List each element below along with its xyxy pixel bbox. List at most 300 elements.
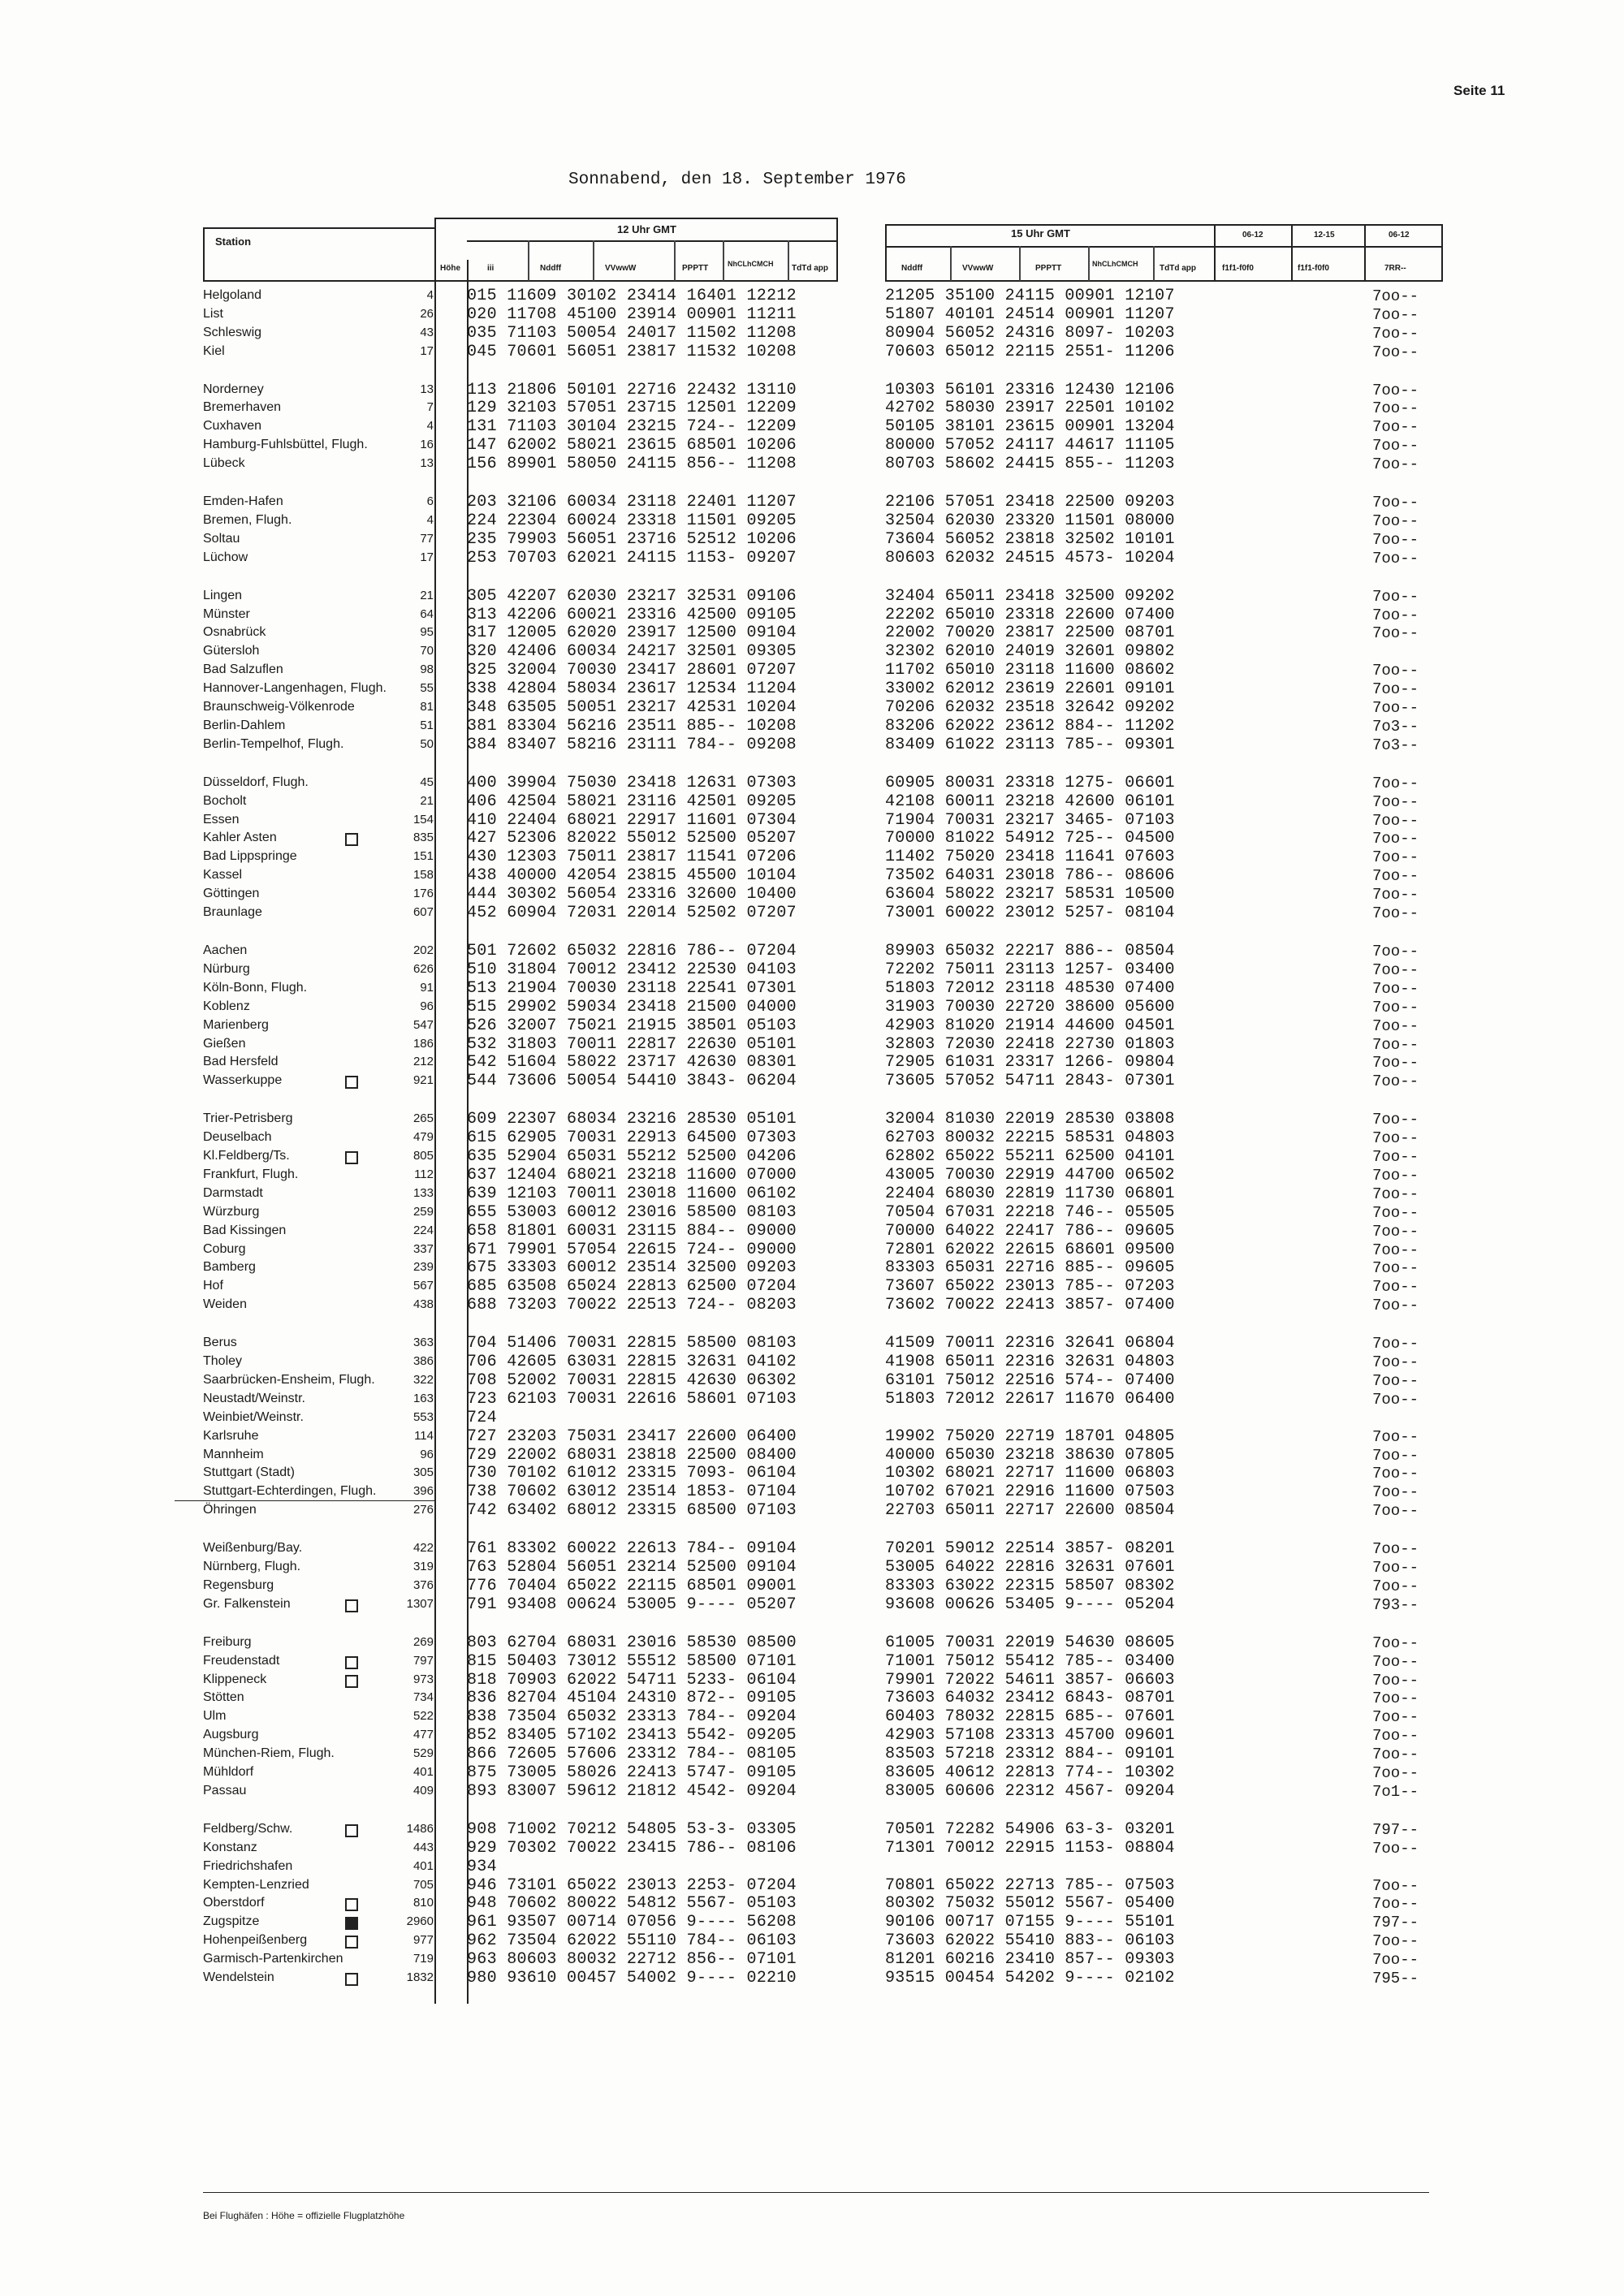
obs-12-values: 113 21806 50101 22716 22432 13110 xyxy=(467,381,797,399)
table-row xyxy=(203,849,1421,867)
obs-15-values: 10302 68021 22717 11600 06803 xyxy=(885,1464,1175,1482)
precip-value: 7oo-- xyxy=(1372,1764,1419,1782)
station-name: Soltau xyxy=(203,532,240,546)
precip-value: 7oo-- xyxy=(1372,1877,1419,1895)
station-elevation: 114 xyxy=(414,1429,434,1443)
obs-12-values: 224 22304 60024 23318 11501 09205 xyxy=(467,511,797,530)
obs-12-values: 675 33303 60012 23514 32500 09203 xyxy=(467,1258,797,1277)
precip-value: 7oo-- xyxy=(1372,699,1419,717)
obs-15-values: 70201 59012 22514 3857- 08201 xyxy=(885,1539,1175,1558)
station-elevation: 422 xyxy=(412,1541,434,1555)
precip-value: 7oo-- xyxy=(1372,1895,1419,1913)
table-row xyxy=(203,607,1421,625)
table-row xyxy=(203,1560,1421,1577)
obs-12-values: 501 72602 65032 22816 786-- 07204 xyxy=(467,942,797,960)
obs-12-values: 791 93408 00624 53005 9---- 05207 xyxy=(467,1595,797,1614)
precip-value: 7oo-- xyxy=(1372,418,1419,436)
obs-12-values: 729 22002 68031 23818 22500 08400 xyxy=(467,1446,797,1465)
obs-15-values: 73602 70022 22413 3857- 07400 xyxy=(885,1296,1175,1314)
obs-15-values: 80603 62032 24515 4573- 10204 xyxy=(885,549,1175,568)
station-elevation: 805 xyxy=(412,1149,434,1163)
table-row xyxy=(203,1970,1421,1988)
station-elevation: 401 xyxy=(412,1859,434,1873)
table-row xyxy=(203,644,1421,662)
footnote: Bei Flughäfen : Höhe = offizielle Flugplatzhöhe xyxy=(203,2210,405,2221)
obs-12-values: 452 60904 72031 22014 52502 07207 xyxy=(467,904,797,922)
open-square-icon xyxy=(345,1656,358,1669)
obs-12-values: 542 51604 58022 23717 42630 08301 xyxy=(467,1053,797,1072)
precip-value: 7oo-- xyxy=(1372,1167,1419,1185)
header-12-col2: VVwwW xyxy=(605,264,637,273)
station-name: List xyxy=(203,307,223,321)
obs-12-values: 836 82704 45104 24310 872-- 09105 xyxy=(467,1689,797,1707)
station-elevation: 212 xyxy=(412,1055,434,1068)
station-name: Bad Kissingen xyxy=(203,1224,287,1237)
station-name: Passau xyxy=(203,1784,247,1798)
precip-value: 7oo-- xyxy=(1372,886,1419,904)
obs-12-values: 515 29902 59034 23418 21500 04000 xyxy=(467,998,797,1016)
obs-12-values: 838 73504 65032 23313 784-- 09204 xyxy=(467,1707,797,1726)
table-row xyxy=(203,625,1421,643)
table-row xyxy=(203,1242,1421,1260)
filled-square-icon xyxy=(345,1917,358,1930)
station-name: Wendelstein xyxy=(203,1970,274,1984)
obs-15-values: 63101 75012 22516 574-- 07400 xyxy=(885,1371,1175,1390)
obs-15-values: 42903 81020 21914 44600 04501 xyxy=(885,1016,1175,1035)
header-12-title: 12 Uhr GMT xyxy=(617,223,676,235)
station-name: Weinbiet/Weinstr. xyxy=(203,1410,304,1424)
station-name: Hamburg-Fuhlsbüttel, Flugh. xyxy=(203,438,368,451)
station-elevation: 55 xyxy=(420,681,434,695)
station-name: Neustadt/Weinstr. xyxy=(203,1392,305,1405)
obs-12-values: 803 62704 68031 23016 58530 08500 xyxy=(467,1634,797,1652)
station-elevation: 835 xyxy=(412,831,434,844)
station-name: Schleswig xyxy=(203,326,262,339)
precip-value: 7oo-- xyxy=(1372,531,1419,549)
station-elevation: 91 xyxy=(420,981,434,995)
obs-15-values: 81201 60216 23410 857-- 09303 xyxy=(885,1950,1175,1969)
table-row xyxy=(203,1429,1421,1447)
obs-15-values: 10702 67021 22916 11600 07503 xyxy=(885,1482,1175,1501)
table-row xyxy=(203,456,1421,474)
obs-12-values: 338 42804 58034 23617 12534 11204 xyxy=(467,680,797,698)
precip-value: 7oo-- xyxy=(1372,1278,1419,1296)
station-name: Stuttgart (Stadt) xyxy=(203,1465,295,1479)
obs-15-values: 70603 65012 22115 2551- 11206 xyxy=(885,343,1175,361)
table-row xyxy=(203,1410,1421,1428)
station-elevation: 43 xyxy=(420,326,434,339)
obs-12-values: 908 71002 70212 54805 53-3- 03305 xyxy=(467,1820,797,1839)
obs-15-values: 42108 60011 23218 42600 06101 xyxy=(885,792,1175,811)
obs-15-values: 83409 61022 23113 785-- 09301 xyxy=(885,736,1175,754)
station-elevation: 98 xyxy=(420,662,434,676)
precip-value: 7oo-- xyxy=(1372,437,1419,455)
station-elevation: 322 xyxy=(412,1373,434,1387)
precip-value: 7oo-- xyxy=(1372,1951,1419,1969)
header-ext-bottom-3: 7RR-- xyxy=(1384,264,1406,273)
obs-12-values: 235 79903 56051 23716 52512 10206 xyxy=(467,530,797,549)
open-square-icon xyxy=(345,833,358,846)
station-name: Trier-Petrisberg xyxy=(203,1111,293,1125)
obs-15-values: 83303 63022 22315 58507 08302 xyxy=(885,1577,1175,1595)
station-name: Marienberg xyxy=(203,1018,269,1032)
obs-15-values: 60403 78032 22815 685-- 07601 xyxy=(885,1707,1175,1726)
obs-15-values: 32404 65011 23418 32500 09202 xyxy=(885,587,1175,606)
obs-15-values: 51807 40101 24514 00901 11207 xyxy=(885,305,1175,324)
precip-value: 7oo-- xyxy=(1372,1259,1419,1277)
station-name: Regensburg xyxy=(203,1578,274,1592)
table-row xyxy=(203,775,1421,793)
station-elevation: 363 xyxy=(412,1336,434,1349)
station-elevation: 21 xyxy=(420,794,434,808)
precip-value: 7oo-- xyxy=(1372,961,1419,979)
table-row xyxy=(203,419,1421,437)
obs-12-values: 685 63508 65024 22813 62500 07204 xyxy=(467,1277,797,1296)
obs-12-values: 510 31804 70012 23412 22530 04103 xyxy=(467,960,797,979)
table-row xyxy=(203,288,1421,306)
station-elevation: 705 xyxy=(412,1878,434,1892)
table-row xyxy=(203,831,1421,848)
precip-value: 7oo-- xyxy=(1372,1447,1419,1465)
table-row xyxy=(203,1130,1421,1148)
station-elevation: 269 xyxy=(412,1635,434,1649)
table-row xyxy=(203,1205,1421,1223)
obs-15-values: 33002 62012 23619 22601 09101 xyxy=(885,680,1175,698)
precip-value: 7oo-- xyxy=(1372,343,1419,361)
obs-15-values: 70206 62032 23518 32642 09202 xyxy=(885,698,1175,717)
table-row xyxy=(203,1859,1421,1877)
obs-12-values: 147 62002 58021 23615 68501 10206 xyxy=(467,436,797,455)
station-name: Lübeck xyxy=(203,456,245,470)
station-elevation: 977 xyxy=(412,1933,434,1947)
obs-15-values: 83605 40612 22813 774-- 10302 xyxy=(885,1763,1175,1782)
header-ext-bottom-2: f1f1-f0f0 xyxy=(1298,264,1329,273)
station-elevation: 13 xyxy=(420,382,434,396)
table-row xyxy=(203,1149,1421,1167)
obs-15-values: 80302 75032 55012 5567- 05400 xyxy=(885,1894,1175,1913)
table-row xyxy=(203,307,1421,325)
obs-12-values: 934 xyxy=(467,1858,497,1876)
precip-value: 7oo-- xyxy=(1372,867,1419,885)
date-line: Sonnabend, den 18. September 1976 xyxy=(568,170,906,189)
station-elevation: 17 xyxy=(420,550,434,564)
table-row xyxy=(203,700,1421,718)
obs-12-values: 948 70602 80022 54812 5567- 05103 xyxy=(467,1894,797,1913)
station-name: Augsburg xyxy=(203,1728,259,1741)
precip-value: 7oo-- xyxy=(1372,1391,1419,1409)
obs-12-values: 513 21904 70030 23118 22541 07301 xyxy=(467,979,797,998)
obs-15-values: 51803 72012 22617 11670 06400 xyxy=(885,1390,1175,1409)
precip-value: 7oo-- xyxy=(1372,1353,1419,1371)
station-elevation: 1307 xyxy=(406,1597,434,1611)
station-elevation: 276 xyxy=(412,1503,434,1517)
obs-15-values: 63604 58022 23217 58531 10500 xyxy=(885,885,1175,904)
station-elevation: 17 xyxy=(420,344,434,358)
obs-15-values: 93515 00454 54202 9---- 02102 xyxy=(885,1969,1175,1987)
station-elevation: 438 xyxy=(412,1297,434,1311)
obs-12-values: 348 63505 50051 23217 42531 10204 xyxy=(467,698,797,717)
station-name: Berlin-Dahlem xyxy=(203,719,286,732)
table-row xyxy=(203,1373,1421,1391)
station-name: Köln-Bonn, Flugh. xyxy=(203,981,308,995)
station-elevation: 154 xyxy=(412,813,434,826)
station-name: Lingen xyxy=(203,589,243,602)
table-row xyxy=(203,1392,1421,1409)
obs-12-values: 129 32103 57051 23715 12501 12209 xyxy=(467,399,797,417)
precip-value: 7oo-- xyxy=(1372,1185,1419,1203)
precip-value: 7oo-- xyxy=(1372,848,1419,866)
station-name: Osnabrück xyxy=(203,625,266,639)
station-name: Zugspitze xyxy=(203,1914,260,1928)
obs-12-values: 253 70703 62021 24115 1153- 09207 xyxy=(467,549,797,568)
station-elevation: 4 xyxy=(426,288,434,302)
obs-12-values: 738 70602 63012 23514 1853- 07104 xyxy=(467,1482,797,1501)
station-elevation: 96 xyxy=(420,1448,434,1461)
station-name: Coburg xyxy=(203,1242,246,1256)
station-name: Aachen xyxy=(203,943,248,957)
precip-value: 7oo-- xyxy=(1372,1129,1419,1147)
table-row xyxy=(203,532,1421,550)
station-elevation: 64 xyxy=(420,607,434,621)
table-row xyxy=(203,1765,1421,1783)
precip-value: 7oo-- xyxy=(1372,1054,1419,1072)
station-name: Freudenstadt xyxy=(203,1654,280,1668)
precip-value: 7o1-- xyxy=(1372,1783,1419,1801)
obs-15-values: 19902 75020 22719 18701 04805 xyxy=(885,1427,1175,1446)
header-15-col5: TdTd app xyxy=(1160,264,1196,273)
station-name: Bamberg xyxy=(203,1260,256,1274)
table-row xyxy=(203,1672,1421,1690)
station-elevation: 1486 xyxy=(406,1822,434,1836)
station-name: Stuttgart-Echterdingen, Flugh. xyxy=(203,1484,377,1498)
obs-15-values: 71001 75012 55412 785-- 03400 xyxy=(885,1652,1175,1671)
table-row xyxy=(203,1186,1421,1204)
table-row xyxy=(203,326,1421,343)
obs-15-values: 83005 60606 22312 4567- 09204 xyxy=(885,1782,1175,1801)
station-elevation: 7 xyxy=(426,400,434,414)
station-elevation: 719 xyxy=(412,1952,434,1966)
obs-12-values: 776 70404 65022 22115 68501 09001 xyxy=(467,1577,797,1595)
header-15-col4: NhCLhCMCH xyxy=(1092,260,1138,268)
obs-15-values: 22106 57051 23418 22500 09203 xyxy=(885,493,1175,511)
precip-value: 7oo-- xyxy=(1372,382,1419,399)
obs-15-values: 11402 75020 23418 11641 07603 xyxy=(885,848,1175,866)
station-elevation: 151 xyxy=(412,849,434,863)
table-row xyxy=(203,1465,1421,1483)
station-name: München-Riem, Flugh. xyxy=(203,1746,335,1760)
station-name: Deuselbach xyxy=(203,1130,272,1144)
station-elevation: 45 xyxy=(420,775,434,789)
obs-15-values: 80000 57052 24117 44617 11105 xyxy=(885,436,1175,455)
precip-value: 7oo-- xyxy=(1372,943,1419,960)
station-elevation: 6 xyxy=(426,494,434,508)
station-name: Bad Salzuflen xyxy=(203,662,283,676)
open-square-icon xyxy=(345,1599,358,1612)
table-row xyxy=(203,589,1421,606)
precip-value: 7oo-- xyxy=(1372,1148,1419,1166)
header-station: Station xyxy=(215,235,252,248)
obs-15-values: 90106 00717 07155 9---- 55101 xyxy=(885,1913,1175,1931)
obs-12-values: 313 42206 60021 23316 42500 09105 xyxy=(467,606,797,624)
precip-value: 7oo-- xyxy=(1372,1502,1419,1520)
obs-15-values: 73603 64032 23412 6843- 08701 xyxy=(885,1689,1175,1707)
obs-15-values: 51803 72012 23118 48530 07400 xyxy=(885,979,1175,998)
obs-15-values: 22202 65010 23318 22600 07400 xyxy=(885,606,1175,624)
table-row xyxy=(203,1690,1421,1708)
station-name: Wasserkuppe xyxy=(203,1073,283,1087)
station-name: Bremerhaven xyxy=(203,400,282,414)
precip-value: 7oo-- xyxy=(1372,1428,1419,1446)
station-name: Helgoland xyxy=(203,288,262,302)
precip-value: 7oo-- xyxy=(1372,793,1419,811)
open-square-icon xyxy=(345,1675,358,1688)
header-ext-top-2: 12-15 xyxy=(1314,231,1335,240)
station-elevation: 4 xyxy=(426,419,434,433)
table-row xyxy=(203,1952,1421,1970)
obs-15-values: 31903 70030 22720 38600 05600 xyxy=(885,998,1175,1016)
obs-12-values: 609 22307 68034 23216 28530 05101 xyxy=(467,1110,797,1129)
table-row xyxy=(203,1541,1421,1559)
station-name: Düsseldorf, Flugh. xyxy=(203,775,309,789)
station-name: Weißenburg/Bay. xyxy=(203,1541,303,1555)
precip-value: 7oo-- xyxy=(1372,455,1419,473)
obs-15-values: 10303 56101 23316 12430 12106 xyxy=(885,381,1175,399)
open-square-icon xyxy=(345,1936,358,1949)
station-name: Hannover-Langenhagen, Flugh. xyxy=(203,681,387,695)
station-elevation: 259 xyxy=(412,1205,434,1219)
table-row xyxy=(203,1784,1421,1802)
station-elevation: 50 xyxy=(420,737,434,751)
station-name: Lüchow xyxy=(203,550,248,564)
table-row xyxy=(203,344,1421,362)
station-name: Gütersloh xyxy=(203,644,260,658)
obs-15-values: 73603 62022 55410 883-- 06103 xyxy=(885,1931,1175,1950)
precip-value: 7oo-- xyxy=(1372,1223,1419,1241)
obs-15-values: 71904 70031 23217 3465- 07103 xyxy=(885,811,1175,830)
table-row xyxy=(203,1709,1421,1727)
obs-15-values: 73605 57052 54711 2843- 07301 xyxy=(885,1072,1175,1090)
precip-value: 7oo-- xyxy=(1372,830,1419,848)
station-name: Gr. Falkenstein xyxy=(203,1597,291,1611)
table-row xyxy=(203,1914,1421,1932)
obs-12-values: 544 73606 50054 54410 3843- 06204 xyxy=(467,1072,797,1090)
station-elevation: 396 xyxy=(412,1484,434,1498)
obs-15-values: 43005 70030 22919 44700 06502 xyxy=(885,1166,1175,1185)
obs-15-values: 61005 70031 22019 54630 08605 xyxy=(885,1634,1175,1652)
station-name: Bocholt xyxy=(203,794,247,808)
obs-15-values: 73604 56052 23818 32502 10101 xyxy=(885,530,1175,549)
precip-value: 7oo-- xyxy=(1372,325,1419,343)
table-row xyxy=(203,1597,1421,1615)
table-row xyxy=(203,382,1421,400)
station-elevation: 239 xyxy=(412,1260,434,1274)
table-row xyxy=(203,943,1421,961)
obs-12-values: 637 12404 68021 23218 11600 07000 xyxy=(467,1166,797,1185)
station-name: Bad Hersfeld xyxy=(203,1055,279,1068)
table-row xyxy=(203,1578,1421,1596)
station-name: Nürburg xyxy=(203,962,250,976)
header-iii: iii xyxy=(487,264,495,273)
obs-15-values: 22002 70020 23817 22500 08701 xyxy=(885,624,1175,642)
table-row xyxy=(203,813,1421,831)
obs-15-values: 73502 64031 23018 786-- 08606 xyxy=(885,866,1175,885)
obs-12-values: 156 89901 58050 24115 856-- 11208 xyxy=(467,455,797,473)
header-hoehe: Höhe xyxy=(440,264,460,273)
obs-15-values: 83206 62022 23612 884-- 11202 xyxy=(885,717,1175,736)
obs-12-values: 929 70302 70022 23415 786-- 08106 xyxy=(467,1839,797,1858)
table-row xyxy=(203,1654,1421,1672)
precip-value: 7oo-- xyxy=(1372,1653,1419,1671)
station-name: Hohenpeißenberg xyxy=(203,1933,308,1947)
precip-value: 797-- xyxy=(1372,1821,1419,1839)
header-12-col3: PPPTT xyxy=(682,264,709,273)
precip-value: 7oo-- xyxy=(1372,494,1419,511)
precip-value: 795-- xyxy=(1372,1970,1419,1987)
precip-value: 7oo-- xyxy=(1372,606,1419,624)
station-elevation: 529 xyxy=(412,1746,434,1760)
station-elevation: 158 xyxy=(412,868,434,882)
precip-value: 7oo-- xyxy=(1372,1540,1419,1558)
obs-12-values: 384 83407 58216 23111 784-- 09208 xyxy=(467,736,797,754)
station-elevation: 386 xyxy=(412,1354,434,1368)
station-elevation: 547 xyxy=(412,1018,434,1032)
station-name: Klippeneck xyxy=(203,1672,267,1686)
table-row xyxy=(203,981,1421,999)
table-row xyxy=(203,794,1421,812)
station-elevation: 51 xyxy=(420,719,434,732)
table-row xyxy=(203,1167,1421,1185)
obs-15-values: 53005 64022 22816 32631 07601 xyxy=(885,1558,1175,1577)
station-elevation: 797 xyxy=(412,1654,434,1668)
precip-value: 7oo-- xyxy=(1372,624,1419,642)
table-row xyxy=(203,1448,1421,1465)
obs-12-values: 320 42406 60034 24217 32501 09305 xyxy=(467,642,797,661)
station-name: Frankfurt, Flugh. xyxy=(203,1167,299,1181)
header-12-col5: TdTd app xyxy=(792,264,828,273)
obs-12-values: 639 12103 70011 23018 11600 06102 xyxy=(467,1185,797,1203)
obs-15-values: 71301 70012 22915 1153- 08804 xyxy=(885,1839,1175,1858)
precip-value: 7oo-- xyxy=(1372,1465,1419,1482)
obs-15-values: 80904 56052 24316 8097- 10203 xyxy=(885,324,1175,343)
table-row xyxy=(203,494,1421,512)
obs-12-values: 381 83304 56216 23511 885-- 10208 xyxy=(467,717,797,736)
obs-12-values: 688 73203 70022 22513 724-- 08203 xyxy=(467,1296,797,1314)
table-row xyxy=(203,1878,1421,1896)
obs-15-values: 62802 65022 55211 62500 04101 xyxy=(885,1147,1175,1166)
station-elevation: 112 xyxy=(414,1167,434,1181)
station-name: Emden-Hafen xyxy=(203,494,283,508)
station-elevation: 133 xyxy=(412,1186,434,1200)
precip-value: 7oo-- xyxy=(1372,512,1419,530)
station-name: Weiden xyxy=(203,1297,247,1311)
station-elevation: 477 xyxy=(412,1728,434,1741)
header-15-col2: VVwwW xyxy=(962,264,994,273)
obs-15-values: 73001 60022 23012 5257- 08104 xyxy=(885,904,1175,922)
precip-value: 7oo-- xyxy=(1372,1746,1419,1763)
table-row xyxy=(203,662,1421,680)
obs-12-values: 815 50403 73012 55512 58500 07101 xyxy=(467,1652,797,1671)
station-elevation: 319 xyxy=(412,1560,434,1573)
obs-15-values: 83503 57218 23312 884-- 09101 xyxy=(885,1745,1175,1763)
table-row xyxy=(203,400,1421,418)
precip-value: 7oo-- xyxy=(1372,1559,1419,1577)
station-name: Norderney xyxy=(203,382,264,396)
station-elevation: 1832 xyxy=(406,1970,434,1984)
open-square-icon xyxy=(345,1076,358,1089)
obs-12-values: 893 83007 59612 21812 4542- 09204 xyxy=(467,1782,797,1801)
table-row xyxy=(203,1073,1421,1091)
obs-15-values: 93608 00626 53405 9---- 05204 xyxy=(885,1595,1175,1614)
